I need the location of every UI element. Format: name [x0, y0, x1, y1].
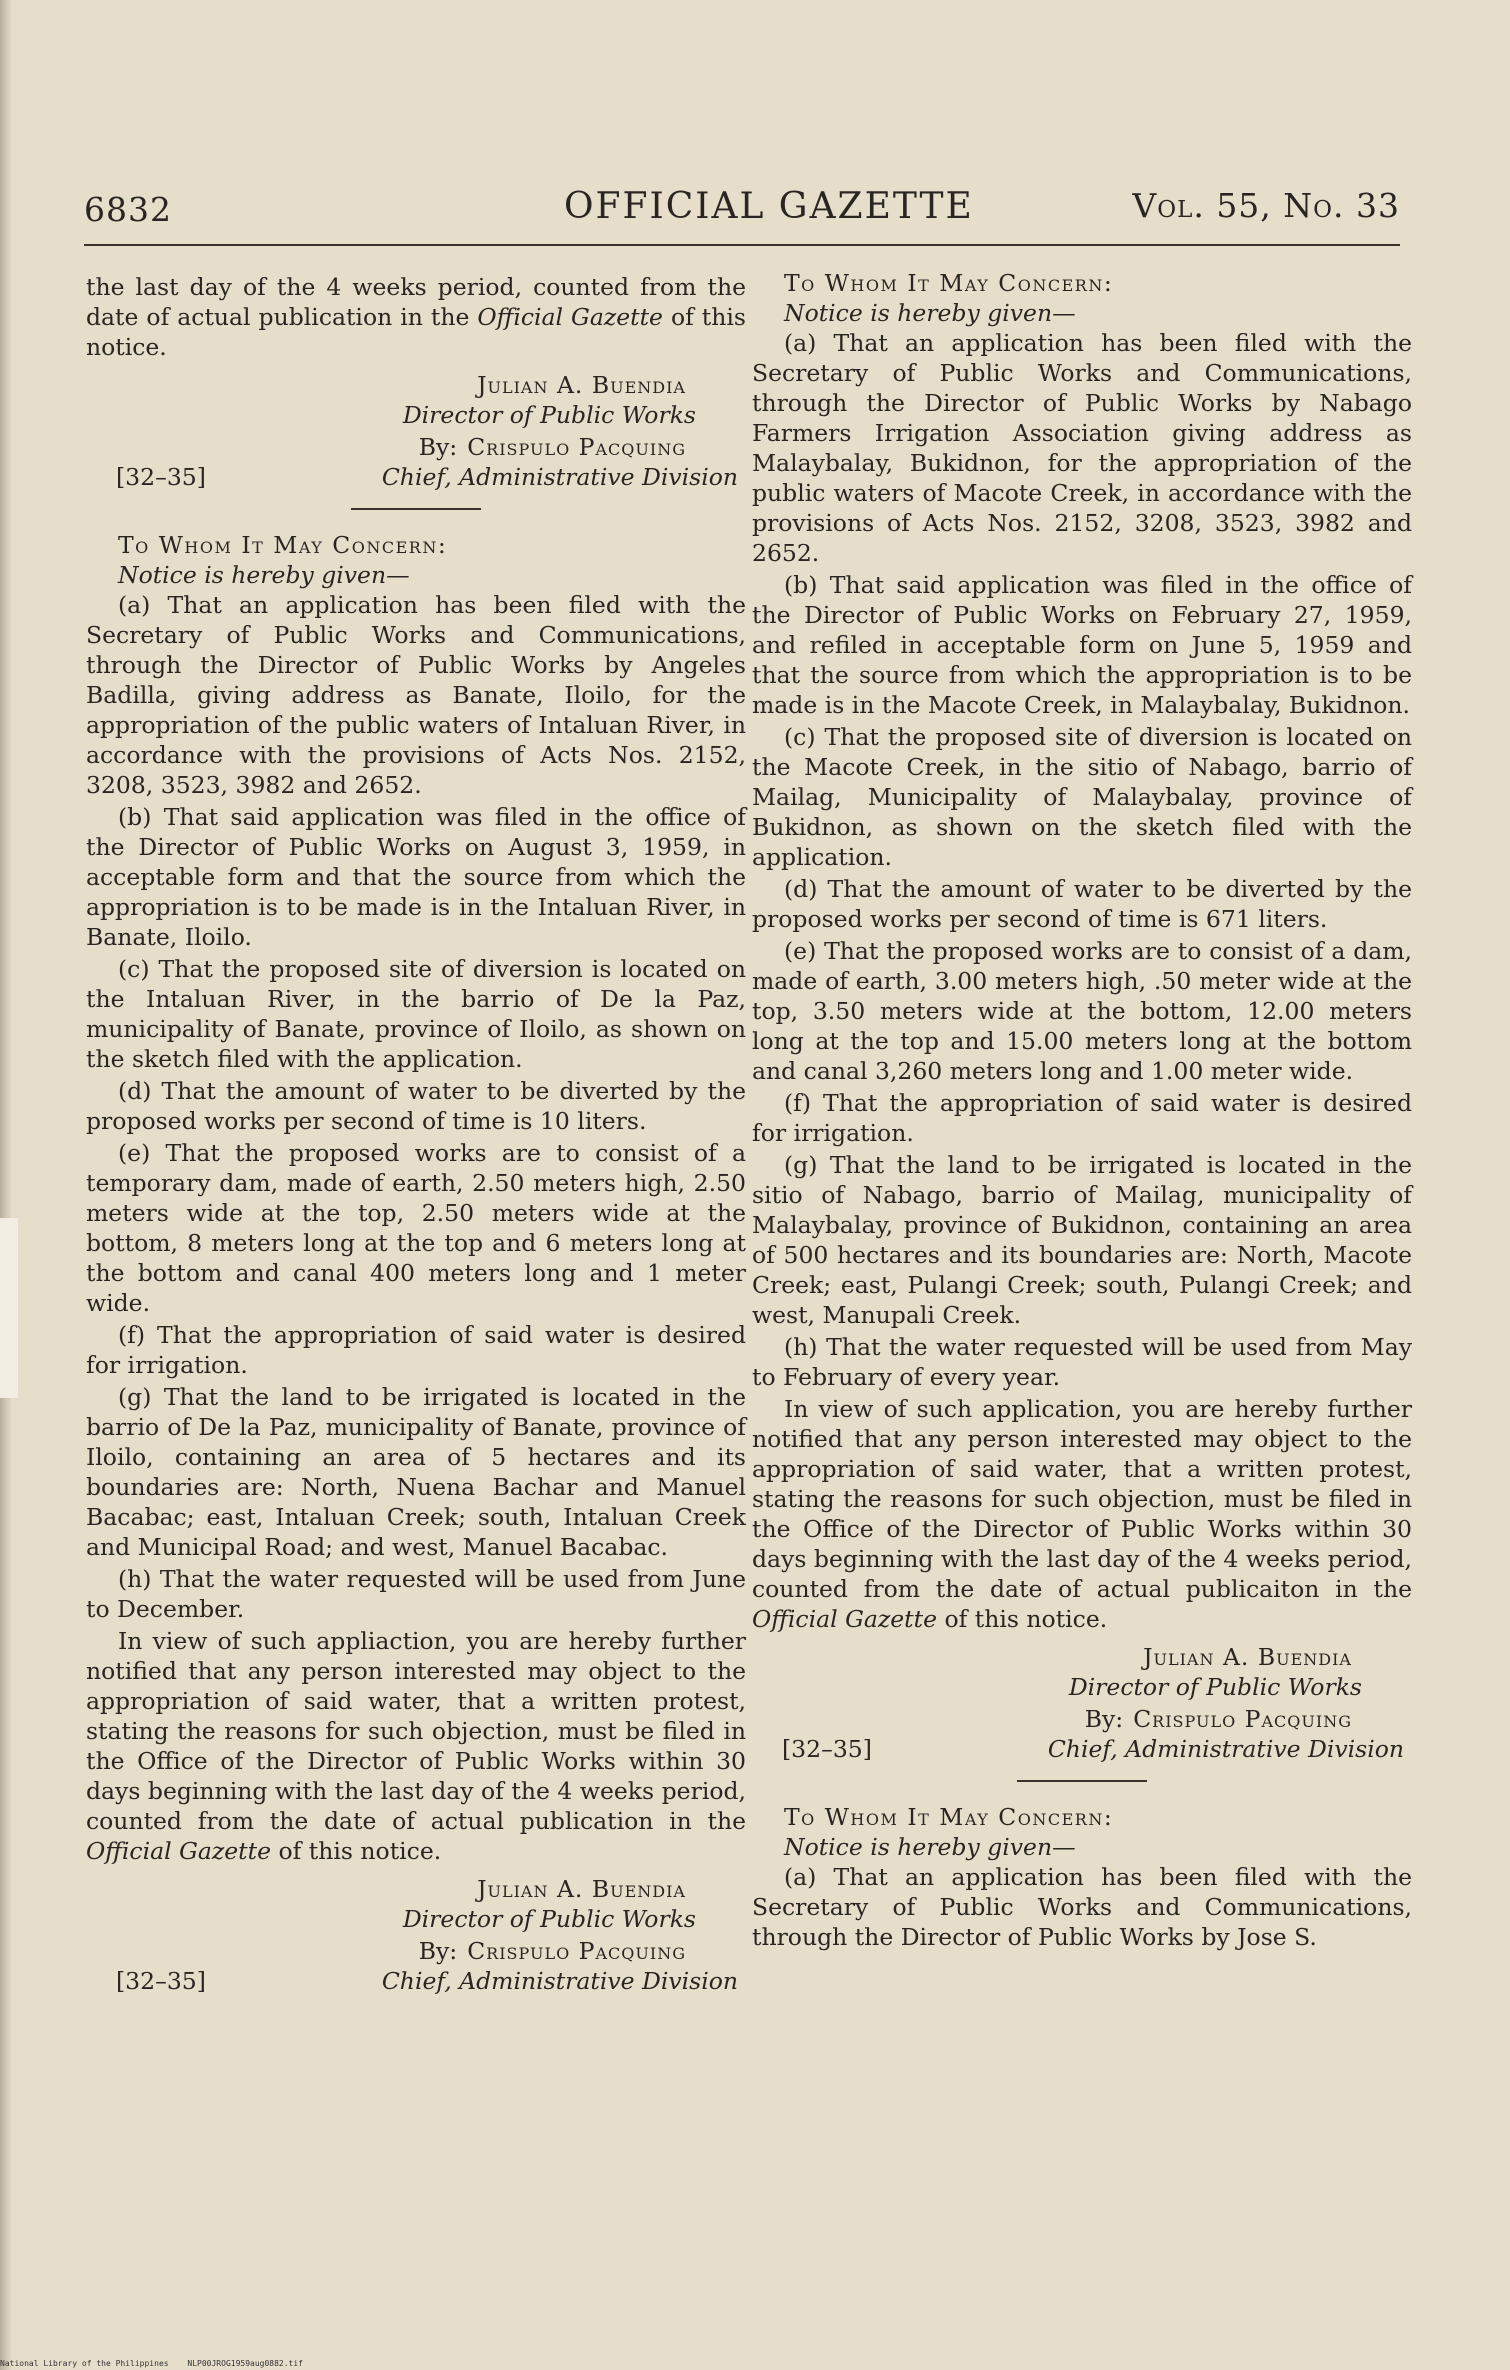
- paragraph-a: (a) That an application has been filed with the Secretary of Public Works and Communications, through the Director of Public Works by Angeles Badilla, giving address as Banate, Iloilo, for the appropriation of the public waters of Intaluan River, in accordance with the provisions of Acts Nos. 2152, 3208, 3523, 3982 and 2652.: [86, 591, 746, 799]
- notice-intro: Notice is hereby given—: [784, 1833, 1076, 1861]
- paragraph-d: (d) That the amount of water to be diverted by the proposed works per second of time is 10 liters.: [86, 1077, 746, 1135]
- signatory-title: Director of Public Works: [402, 1905, 696, 1933]
- closing-paragraph: In view of such appliaction, you are hereby further notified that any person interested may object to the appropriation of said water, that a written protest, stating the reasons for such objection, must be filed in the Office of the Director of Public Works within 30 days beginning with the last day of the 4 weeks period, counted from the date of actual publication in the Official Gazette of this notice.: [86, 1627, 746, 1865]
- division-title: Chief, Administrative Division: [381, 463, 738, 491]
- continuation-paragraph: the last day of the 4 weeks period, counted from the date of actual publication in the Official Gazette of this notice.: [86, 273, 746, 361]
- signatory-title: Director of Public Works: [402, 401, 696, 429]
- paragraph-g: (g) That the land to be irrigated is located in the sitio of Nabago, barrio of Mailag, municipality of Malaybalay, province of Bukidnon, containing an area of 500 hectares and its boundaries are: North, Macote Creek; east, Pulangi Creek; south, Pulangi Creek; and west, Manupali Creek.: [752, 1151, 1412, 1329]
- paragraph-h: (h) That the water requested will be used from May to February of every year.: [752, 1333, 1412, 1391]
- file-name: NLP00JROG1959aug0882.tif: [187, 2359, 303, 2368]
- publication-title: OFFICIAL GAZETTE: [564, 186, 974, 227]
- paragraph-a: (a) That an application has been filed with the Secretary of Public Works and Communications, through the Director of Public Works by Nabago Farmers Irrigation Association giving address as Malaybalay, Bukidnon, for the appropriation of the public waters of Macote Creek, in accordance with the provisions of Acts Nos. 2152, 3208, 3523, 3982 and 2652.: [752, 329, 1412, 567]
- signatory-name: Julian A. Buendia: [477, 371, 686, 399]
- notice-heading: To Whom It May Concern:: [784, 1803, 1114, 1831]
- paragraph-d: (d) That the amount of water to be diverted by the proposed works per second of time is 671 liters.: [752, 875, 1412, 933]
- separator-rule: [1017, 1780, 1147, 1782]
- closing-paragraph: In view of such application, you are hereby further notified that any person interested may object to the appropriation of said water, that a written protest, stating the reasons for such objection, must be filed in the Office of the Director of Public Works within 30 days beginning with the last day of the 4 weeks period, counted from the date of actual publicaiton in the Official Gazette of this notice.: [752, 1395, 1412, 1633]
- paragraph-b: (b) That said application was filed in the office of the Director of Public Works on February 27, 1959, and refiled in acceptable form on June 5, 1959 and that the source from which the appropriation is to be made is in the Macote Creek, in Malaybalay, Bukidnon.: [752, 571, 1412, 719]
- right-column: [752, 268, 1412, 1952]
- paragraph-f: (f) That the appropriation of said water is desired for irrigation.: [86, 1321, 746, 1379]
- margin-sticker: [0, 1218, 18, 1398]
- signatory-title: Director of Public Works: [1068, 1673, 1362, 1701]
- paragraph-e: (e) That the proposed works are to consist of a temporary dam, made of earth, 2.50 meters high, 2.50 meters wide at the top, 2.50 meters wide at the bottom, 8 meters long at the top and 6 meters long at the bottom and canal 400 meters long and 1 meter wide.: [86, 1139, 746, 1317]
- paragraph-g: (g) That the land to be irrigated is located in the barrio of De la Paz, municipality of Banate, province of Iloilo, containing an area of 5 hectares and its boundaries are: North, Nuena Bachar and Manuel Bacabac; east, Intaluan Creek; south, Intaluan Creek and Municipal Road; and west, Manuel Bacabac.: [86, 1383, 746, 1561]
- signature-block: [86, 370, 746, 490]
- notice-intro: Notice is hereby given—: [118, 561, 410, 589]
- by-line: By: Crispulo Pacquing: [418, 433, 686, 461]
- paragraph-e: (e) That the proposed works are to consist of a dam, made of earth, 3.00 meters high, .50 meter wide at the top, 3.50 meters wide at the bottom, 12.00 meters long at the top and 15.00 meters long at the bottom and canal 3,260 meters long and 1.00 meter wide.: [752, 937, 1412, 1085]
- notice-heading: To Whom It May Concern:: [784, 269, 1114, 297]
- notice-intro: Notice is hereby given—: [784, 299, 1076, 327]
- by-line: By: Crispulo Pacquing: [1084, 1705, 1352, 1733]
- notice-heading: To Whom It May Concern:: [118, 531, 448, 559]
- paragraph-f: (f) That the appropriation of said water is desired for irrigation.: [752, 1089, 1412, 1147]
- paragraph-a: (a) That an application has been filed with the Secretary of Public Works and Communications, through the Director of Public Works by Jose S.: [752, 1863, 1412, 1951]
- page-header: [84, 178, 1400, 238]
- issue-reference: [32–35]: [116, 463, 206, 491]
- paragraph-c: (c) That the proposed site of diversion is located on the Macote Creek, in the sitio of Nabago, barrio of Mailag, Municipality of Malaybalay, province of Bukidnon, as shown on the sketch filed with the application.: [752, 723, 1412, 871]
- paragraph-b: (b) That said application was filed in the office of the Director of Public Works on August 3, 1959, in acceptable form and that the source from which the appropriation is to be made is in the Intaluan River, in Banate, Iloilo.: [86, 803, 746, 951]
- library-credit: National Library of the Philippines: [0, 2359, 169, 2368]
- division-title: Chief, Administrative Division: [1047, 1735, 1404, 1763]
- issue-reference: [32–35]: [116, 1967, 206, 1995]
- signature-block: [752, 1642, 1412, 1762]
- issue-reference: [32–35]: [782, 1735, 872, 1763]
- by-line: By: Crispulo Pacquing: [418, 1937, 686, 1965]
- signatory-name: Julian A. Buendia: [477, 1875, 686, 1903]
- separator-rule: [351, 508, 481, 510]
- scan-footer: [0, 2359, 317, 2368]
- page-edge: [0, 0, 12, 2370]
- page-number: 6832: [84, 190, 172, 229]
- volume-issue: Vol. 55, No. 33: [1132, 186, 1400, 225]
- paragraph-h: (h) That the water requested will be used from June to December.: [86, 1565, 746, 1623]
- paragraph-c: (c) That the proposed site of diversion is located on the Intaluan River, in the barrio of De la Paz, municipality of Banate, province of Iloilo, as shown on the sketch filed with the application.: [86, 955, 746, 1073]
- left-column: [86, 272, 746, 1998]
- signature-block: [86, 1874, 746, 1994]
- header-rule: [84, 244, 1400, 246]
- signatory-name: Julian A. Buendia: [1143, 1643, 1352, 1671]
- division-title: Chief, Administrative Division: [381, 1967, 738, 1995]
